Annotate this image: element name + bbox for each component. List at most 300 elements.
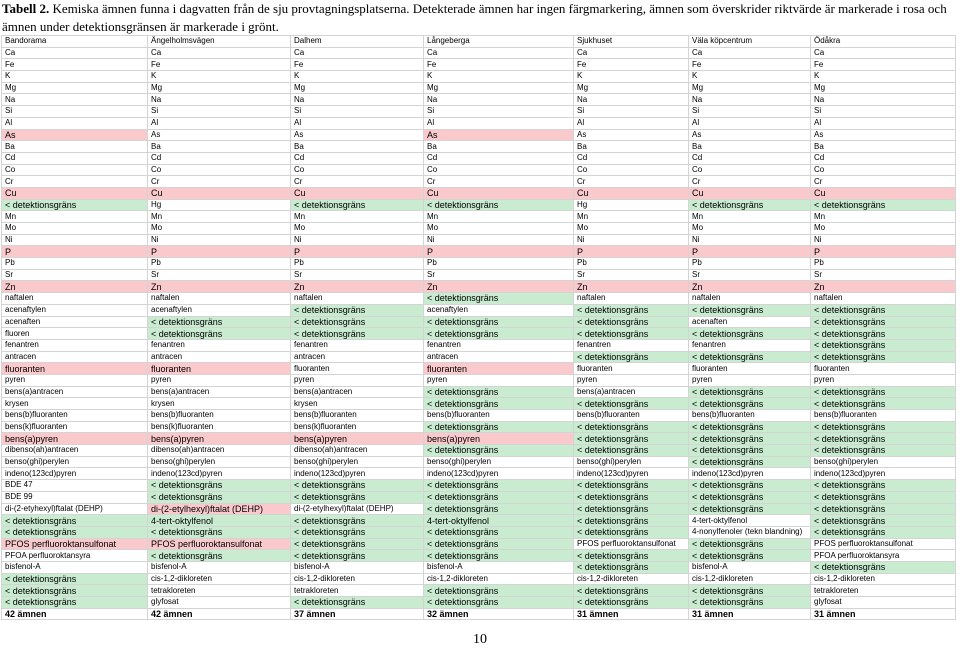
table-row [2,515,956,527]
table-cell: Si [2,106,148,118]
table-row [2,445,956,457]
table-cell: < detektionsgräns [689,386,811,398]
table-row [2,398,956,410]
table-cell: Pb [574,258,689,270]
table-cell: cis-1,2-dikloreten [291,573,424,585]
table-cell: cis-1,2-dikloreten [424,573,574,585]
table-cell: < detektionsgräns [291,538,424,550]
table-row [2,433,956,445]
table-cell: Pb [424,258,574,270]
table-cell: PFOS perfluoroktansulfonat [2,538,148,550]
table-cell: < detektionsgräns [2,199,148,211]
table-row [2,176,956,188]
table-cell: Cd [424,152,574,164]
table-cell: cis-1,2-dikloreten [574,573,689,585]
table-cell: Ni [291,234,424,246]
table-cell: bens(k)fluoranten [2,421,148,433]
table-cell: dibenso(ah)antracen [291,445,424,457]
table-cell: < detektionsgräns [689,491,811,503]
table-cell: bens(a)antracen [148,386,291,398]
table-cell: < detektionsgräns [424,328,574,340]
table-cell: Mn [689,211,811,223]
table-cell: < detektionsgräns [689,538,811,550]
table-cell: bens(b)fluoranten [2,410,148,422]
table-cell: Hg [574,199,689,211]
table-cell: < detektionsgräns [574,421,689,433]
table-cell: fenantren [424,339,574,351]
table-cell: Fe [291,59,424,71]
table-cell: Sr [2,269,148,281]
table-cell: < detektionsgräns [689,398,811,410]
table-cell: Al [148,117,291,129]
table-cell: Ni [424,234,574,246]
table-cell: 4-tert-oktylfenol [148,515,291,527]
table-row [2,164,956,176]
table-cell: Cr [2,176,148,188]
table-cell: < detektionsgräns [574,503,689,515]
table-cell: P [811,246,956,258]
totals-row [2,608,956,620]
table-cell: < detektionsgräns [811,199,956,211]
table-cell: cis-1,2-dikloreten [148,573,291,585]
table-cell: Zn [148,281,291,293]
table-cell: P [148,246,291,258]
table-cell: < detektionsgräns [689,597,811,609]
table-row [2,468,956,480]
table-cell: fluoren [2,328,148,340]
table-cell: Cu [291,187,424,199]
table-cell: Cd [2,152,148,164]
table-row [2,351,956,363]
table-cell: < detektionsgräns [291,199,424,211]
table-cell: < detektionsgräns [291,480,424,492]
table-cell: tetrakloreten [811,585,956,597]
table-cell: < detektionsgräns [574,304,689,316]
table-cell: < detektionsgräns [424,199,574,211]
table-cell: Al [689,117,811,129]
table-cell: pyren [424,374,574,386]
table-cell: bens(k)fluoranten [291,421,424,433]
table-cell: antracen [2,351,148,363]
table-cell: antracen [424,351,574,363]
table-cell: < detektionsgräns [811,526,956,538]
table-cell: 4-tert-oktylfenol [689,515,811,527]
table-cell: Co [2,164,148,176]
table-cell: Mo [291,223,424,235]
table-cell: Co [291,164,424,176]
table-cell: Ni [148,234,291,246]
page-number: 10 [473,632,487,647]
table-cell: K [148,71,291,83]
table-cell: acenaftylen [148,304,291,316]
table-cell: < detektionsgräns [574,585,689,597]
table-row [2,316,956,328]
table-cell: indeno(123cd)pyren [811,468,956,480]
table-cell: < detektionsgräns [291,526,424,538]
header-cell: Bandorama [2,36,148,48]
table-row [2,374,956,386]
table-cell: < detektionsgräns [574,351,689,363]
table-cell: dibenso(ah)antracen [2,445,148,457]
table-row [2,456,956,468]
table-cell: Ca [689,47,811,59]
table-cell: indeno(123cd)pyren [689,468,811,480]
table-cell: Ni [689,234,811,246]
table-cell: pyren [2,374,148,386]
table-cell: < detektionsgräns [811,398,956,410]
table-cell: Ba [811,141,956,153]
table-cell: < detektionsgräns [424,597,574,609]
table-cell: Co [148,164,291,176]
table-cell: Mn [811,211,956,223]
table-cell: krysen [148,398,291,410]
table-cell: < detektionsgräns [291,316,424,328]
table-cell: Ca [574,47,689,59]
table-cell: Mn [2,211,148,223]
table-row [2,328,956,340]
table-cell: As [2,129,148,141]
table-cell: benso(ghi)perylen [291,456,424,468]
table-row [2,106,956,118]
table-cell: < detektionsgräns [424,526,574,538]
table-cell: < detektionsgräns [2,573,148,585]
table-cell: Cu [424,187,574,199]
table-cell: bens(a)pyren [2,433,148,445]
table-cell: bens(b)fluoranten [148,410,291,422]
table-cell: < detektionsgräns [424,316,574,328]
table-cell: indeno(123cd)pyren [148,468,291,480]
table-row [2,480,956,492]
table-cell: Ca [811,47,956,59]
table-row [2,293,956,305]
table-cell: bens(b)fluoranten [424,410,574,422]
table-cell: < detektionsgräns [811,421,956,433]
table-cell: < detektionsgräns [574,316,689,328]
table-cell: acenaftylen [2,304,148,316]
table-cell: Ca [148,47,291,59]
table-cell: cis-1,2-dikloreten [811,573,956,585]
table-cell: < detektionsgräns [291,304,424,316]
table-cell: As [424,129,574,141]
table-cell: naftalen [148,293,291,305]
table-cell: < detektionsgräns [424,386,574,398]
table-cell: naftalen [689,293,811,305]
table-cell: bens(a)antracen [574,386,689,398]
table-cell: acenaften [2,316,148,328]
table-cell: Cu [689,187,811,199]
table-row [2,47,956,59]
table-cell: Sr [811,269,956,281]
table-cell: Mg [291,82,424,94]
table-cell: < detektionsgräns [2,585,148,597]
table-cell: Ba [148,141,291,153]
table-cell: < detektionsgräns [811,328,956,340]
table-cell: < detektionsgräns [689,585,811,597]
table-cell: bens(k)fluoranten [148,421,291,433]
table-cell: indeno(123cd)pyren [2,468,148,480]
table-cell: Mo [2,223,148,235]
table-cell: Fe [574,59,689,71]
table-cell: PFOS perfluoroktansulfonat [148,538,291,550]
table-row [2,71,956,83]
table-cell: < detektionsgräns [811,480,956,492]
table-cell: < detektionsgräns [574,328,689,340]
table-cell: Na [574,94,689,106]
table-cell: < detektionsgräns [291,328,424,340]
table-cell: < detektionsgräns [574,491,689,503]
table-cell: di-(2-etylhexyl)ftalat (DEHP) [148,503,291,515]
table-cell: Ni [574,234,689,246]
table-cell: indeno(123cd)pyren [424,468,574,480]
table-cell: < detektionsgräns [291,515,424,527]
table-cell: bens(a)pyren [148,433,291,445]
table-cell: Cr [424,176,574,188]
table-cell: bens(a)antracen [291,386,424,398]
table-cell: < detektionsgräns [574,445,689,457]
table-cell: Al [811,117,956,129]
table-row [2,187,956,199]
table-cell: Na [424,94,574,106]
table-cell: bens(a)pyren [424,433,574,445]
table-cell: indeno(123cd)pyren [291,468,424,480]
table-cell: Mo [574,223,689,235]
table-cell: fluoranten [424,363,574,375]
table-cell: naftalen [2,293,148,305]
table-cell: Mn [148,211,291,223]
table-cell: PFOA perfluoroktansyra [811,550,956,562]
table-cell: < detektionsgräns [424,538,574,550]
table-cell: Si [689,106,811,118]
table-cell: Mn [574,211,689,223]
header-cell: Ödåkra [811,36,956,48]
header-cell: Sjukhuset [574,36,689,48]
table-cell: benso(ghi)perylen [424,456,574,468]
table-cell: < detektionsgräns [811,386,956,398]
table-cell: Cr [148,176,291,188]
table-cell: Fe [689,59,811,71]
table-cell: Al [2,117,148,129]
table-cell: < detektionsgräns [689,328,811,340]
table-row [2,234,956,246]
table-cell: As [574,129,689,141]
table-cell: As [689,129,811,141]
table-cell: < detektionsgräns [148,491,291,503]
table-cell: benso(ghi)perylen [811,456,956,468]
table-row [2,339,956,351]
table-row [2,141,956,153]
table-cell: Mg [811,82,956,94]
table-cell: Mn [291,211,424,223]
table-cell: Sr [424,269,574,281]
table-row [2,269,956,281]
table-cell: antracen [148,351,291,363]
table-cell: Sr [574,269,689,281]
table-cell: Mg [424,82,574,94]
table-row [2,223,956,235]
table-cell: As [291,129,424,141]
table-row [2,503,956,515]
table-cell: bisfenol-A [2,561,148,573]
table-cell: cis-1,2-dikloreten [689,573,811,585]
table-cell: PFOA perfluoroktansyra [2,550,148,562]
table-cell: Si [148,106,291,118]
table-cell: fluoranten [2,363,148,375]
total-cell: 42 ämnen [148,608,291,620]
table-cell: bisfenol-A [291,561,424,573]
table-cell: < detektionsgräns [424,398,574,410]
table-cell: < detektionsgräns [574,561,689,573]
table-cell: Cd [689,152,811,164]
table-cell: < detektionsgräns [291,597,424,609]
table-cell: < detektionsgräns [811,316,956,328]
table-body [2,36,956,620]
table-cell: fluoranten [689,363,811,375]
table-cell: < detektionsgräns [811,561,956,573]
table-cell: fluoranten [291,363,424,375]
total-cell: 31 ämnen [811,608,956,620]
table-row [2,538,956,550]
table-row [2,199,956,211]
table-cell: fluoranten [574,363,689,375]
table-cell: < detektionsgräns [574,515,689,527]
table-cell: < detektionsgräns [2,515,148,527]
table-cell: < detektionsgräns [811,503,956,515]
table-cell: fenantren [689,339,811,351]
table-cell: K [2,71,148,83]
table-cell: < detektionsgräns [811,491,956,503]
table-row [2,281,956,293]
table-cell: bisfenol-A [689,561,811,573]
table-cell: Ni [811,234,956,246]
table-cell: Cu [148,187,291,199]
table-cell: Al [424,117,574,129]
table-cell: < detektionsgräns [148,316,291,328]
table-cell: As [148,129,291,141]
table-cell: P [574,246,689,258]
table-cell: < detektionsgräns [689,304,811,316]
table-row [2,94,956,106]
table-cell: < detektionsgräns [148,550,291,562]
table-cell: Si [424,106,574,118]
table-cell: Pb [689,258,811,270]
table-cell: < detektionsgräns [811,515,956,527]
table-row [2,59,956,71]
table-cell: Fe [2,59,148,71]
table-row [2,117,956,129]
table-cell: < detektionsgräns [811,304,956,316]
table-cell: P [689,246,811,258]
table-cell: < detektionsgräns [574,526,689,538]
table-cell: fluoranten [148,363,291,375]
table-cell: < detektionsgräns [424,293,574,305]
table-cell: P [291,246,424,258]
caption-label: Tabell 2. [2,1,50,16]
table-cell: benso(ghi)perylen [2,456,148,468]
table-cell: Na [148,94,291,106]
table-cell: Pb [291,258,424,270]
table-cell: PFOS perfluoroktansulfonat [574,538,689,550]
table-cell: < detektionsgräns [689,421,811,433]
table-cell: < detektionsgräns [574,433,689,445]
table-cell: < detektionsgräns [291,491,424,503]
table-cell: Mo [148,223,291,235]
table-cell: glyfosat [148,597,291,609]
table-cell: Ni [2,234,148,246]
table-cell: Ba [574,141,689,153]
table-cell: < detektionsgräns [811,433,956,445]
table-cell: Zn [291,281,424,293]
substances-table [1,35,956,620]
table-cell: Al [291,117,424,129]
table-cell: < detektionsgräns [424,480,574,492]
table-cell: Ba [424,141,574,153]
table-cell: < detektionsgräns [811,339,956,351]
table-cell: Co [424,164,574,176]
table-cell: pyren [148,374,291,386]
table-cell: Mg [2,82,148,94]
table-cell: benso(ghi)perylen [148,456,291,468]
table-cell: Fe [424,59,574,71]
table-row [2,386,956,398]
total-cell: 31 ämnen [574,608,689,620]
table-row [2,363,956,375]
table-cell: Na [811,94,956,106]
table-cell: Mn [424,211,574,223]
table-cell: < detektionsgräns [689,480,811,492]
table-cell: < detektionsgräns [689,445,811,457]
table-cell: dibenso(ah)antracen [148,445,291,457]
table-row [2,550,956,562]
table-cell: < detektionsgräns [424,491,574,503]
table-cell: Cr [689,176,811,188]
table-row [2,211,956,223]
table-cell: Zn [689,281,811,293]
table-cell: Pb [811,258,956,270]
table-cell: Cr [574,176,689,188]
table-row [2,585,956,597]
table-cell: bens(b)fluoranten [574,410,689,422]
table-cell: Pb [148,258,291,270]
table-cell: naftalen [811,293,956,305]
table-cell: Ca [2,47,148,59]
table-cell: tetrakloreten [148,585,291,597]
table-cell: bens(a)antracen [2,386,148,398]
table-cell: acenaften [689,316,811,328]
table-cell: < detektionsgräns [148,480,291,492]
table-cell: Cu [811,187,956,199]
table-cell: tetrakloreten [291,585,424,597]
table-cell: Ca [291,47,424,59]
table-row [2,561,956,573]
table-cell: < detektionsgräns [689,550,811,562]
table-cell: < detektionsgräns [811,351,956,363]
table-cell: Hg [148,199,291,211]
table-cell: glyfosat [811,597,956,609]
table-cell: Co [689,164,811,176]
table-row [2,304,956,316]
table-cell: Zn [574,281,689,293]
header-row [2,36,956,48]
table-cell: pyren [811,374,956,386]
caption-text: Kemiska ämnen funna i dagvatten från de sju provtagningsplatserna. Detekterade ämnen har ingen färgmarkering, ämnen som överskrider riktvärde är markerade i rosa och ämnen under detektionsgränsen är markerade i grönt. [2,1,947,34]
table-cell: di-(2-etylhexyl)ftalat (DEHP) [291,503,424,515]
table-row [2,421,956,433]
table-cell: < detektionsgräns [689,433,811,445]
table-cell: Ba [291,141,424,153]
table-cell: K [811,71,956,83]
table-cell: BDE 99 [2,491,148,503]
table-cell: 4-tert-oktylfenol [424,515,574,527]
